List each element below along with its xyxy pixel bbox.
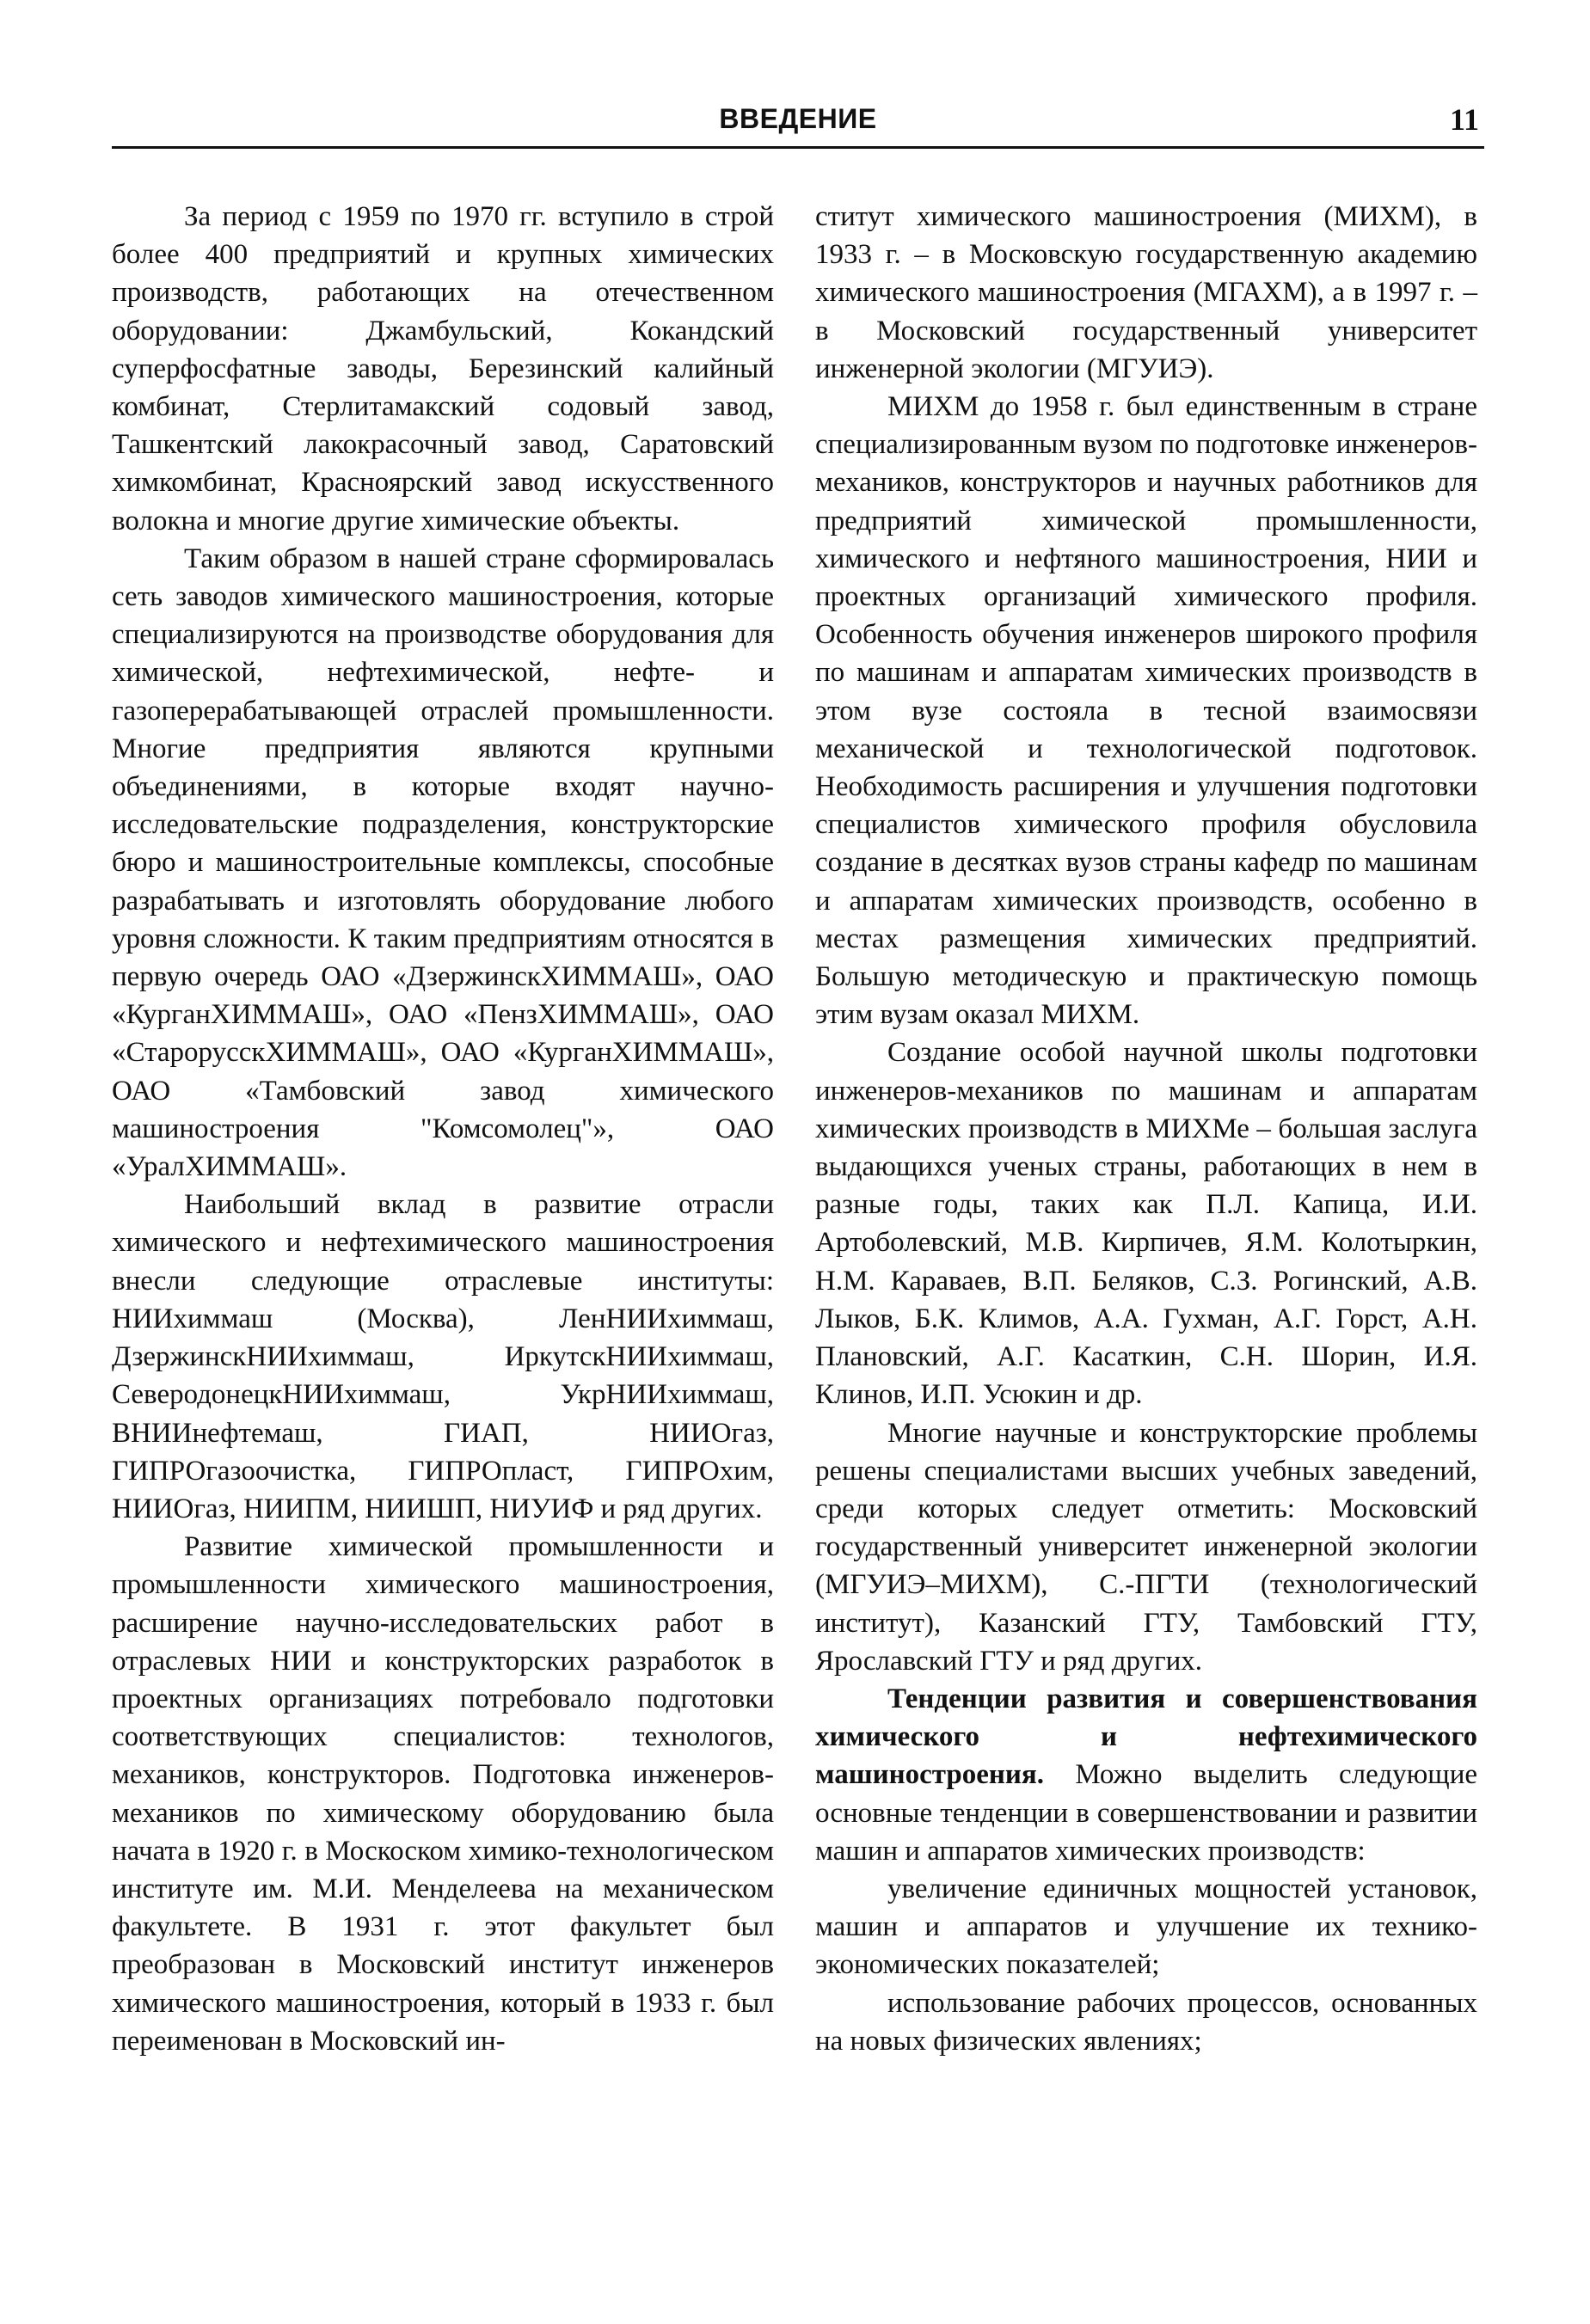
section-text: Можно выделить следующие основные тенденции в совершенствовании и развитии машин и аппаратов химических производств:	[815, 1759, 1477, 1867]
list-paragraph: увеличение единичных мощностей установок, машин и аппаратов и улучшение их технико-экономических показателей;	[815, 1873, 1477, 1981]
header-rule	[112, 146, 1484, 149]
paragraph: Развитие химической промышленности и промышленности химического машиностроения, расширение научно-исследовательских работ в отраслевых НИИ и конструкторских разработок в проектных организациях потребовало подготовки соответствующих специалистов: технологов, механиков, конструкторов. Подготовка инженеров-механиков по химическому оборудованию была начата в 1920 г. в Москоском химико-технологическом институте им. М.И. Менделеева на механическом факультете. В 1931 г. этот факультет был преобразован в Московский институт инженеров химического машиностроения, который в 1933 г. был переименован в Московский ин-	[112, 1531, 774, 2057]
section-heading: Тенденции развития и совершенствования химического и нефтехимического машиностроения.	[815, 1683, 1477, 1791]
running-head	[112, 96, 1484, 148]
paragraph: Многие научные и конструкторские проблемы решены специалистами высших учебных заведений, среди которых следует отметить: Московский государственный университет инженерной экологии (МГУИЭ–МИХМ), С.-ПГТИ (технологический институт), Казанский ГТУ, Тамбовский ГТУ, Ярославский ГТУ и ряд других.	[815, 1417, 1477, 1677]
list-paragraph: использование рабочих процессов, основанных на новых физических явлениях;	[815, 1987, 1477, 2057]
paragraph-continued: ститут химического машиностроения (МИХМ), в 1933 г. – в Московскую государственную академию химического машиностроения (МГАХМ), а в 1997 г. – в Московский государственный университет инженерной экологии (МГУИЭ).	[815, 201, 1477, 384]
paragraph: Создание особой научной школы подготовки инженеров-механиков по машинам и аппаратам химических производств в МИХМе – большая заслуга выдающихся ученых страны, работающих в нем в разные годы, таких как П.Л. Капица, И.И. Артоболевский, М.В. Кирпичев, Я.М. Колотыркин, Н.М. Караваев, В.П. Беляков, С.З. Рогинский, А.В. Лыков, Б.К. Климов, А.А. Гухман, А.Г. Горст, А.Н. Плановский, А.Г. Касаткин, С.Н. Шорин, И.Я. Клинов, И.П. Усюкин и др.	[815, 1037, 1477, 1411]
section-paragraph	[815, 1680, 1477, 1870]
paragraph: МИХМ до 1958 г. был единственным в стране специализированным вузом по подготовке инженеров-механиков, конструкторов и научных работников для предприятий химической промышленности, химического и нефтяного машиностроения, НИИ и проектных организаций химического профиля. Особенность обучения инженеров широкого профиля по машинам и аппаратам химических производств в этом вузе состояла в тесной взаимосвязи механической и технологической подготовок. Необходимость расширения и улучшения подготовки специалистов химического профиля обусловила создание в десятках вузов страны кафедр по машинам и аппаратам химических производств, особенно в местах размещения химических предприятий. Большую методическую и практическую помощь этим вузам оказал МИХМ.	[815, 391, 1477, 1031]
paragraph: Наибольший вклад в развитие отрасли химического и нефтехимического машиностроения внесли следующие отраслевые институты: НИИхиммаш (Москва), ЛенНИИхиммаш, ДзержинскНИИхиммаш, ИркутскНИИхиммаш, СеверодонецкНИИхиммаш, УкрНИИхиммаш, ВНИИнефтемаш, ГИАП, НИИОгаз, ГИПРОгазоочистка, ГИПРОпласт, ГИПРОхим, НИИОгаз, НИИПМ, НИИШП, НИУИФ и ряд других.	[112, 1189, 774, 1524]
chapter-title: ВВЕДЕНИЕ	[719, 103, 877, 134]
paragraph: За период с 1959 по 1970 гг. вступило в строй более 400 предприятий и крупных химических производств, работающих на отечественном оборудовании: Джамбульский, Кокандский суперфосфатные заводы, Березинский калийный комбинат, Стерлитамакский содовый завод, Ташкентский лакокрасочный завод, Саратовский химкомбинат, Красноярский завод искусственного волокна и многие другие химические объекты.	[112, 201, 774, 537]
page-number: 11	[1449, 102, 1479, 137]
right-column	[815, 198, 1477, 2060]
paragraph: Таким образом в нашей стране сформировалась сеть заводов химического машиностроения, которые специализируются на производстве оборудования для химической, нефтехимической, нефте- и газоперерабатывающей отраслей промышленности. Многие предприятия являются крупными объединениями, в которые входят научно-исследовательские подразделения, конструкторские бюро и машиностроительные комплексы, способные разрабатывать и изготовлять оборудование любого уровня сложности. К таким предприятиям относятся в первую очередь ОАО «ДзержинскХИММАШ», ОАО «КурганХИММАШ», ОАО «ПензХИММАШ», ОАО «СтарорусскХИММАШ», ОАО «КурганХИММАШ», ОАО «Тамбовский завод химического машиностроения "Комсомолец"», ОАО «УралХИММАШ».	[112, 543, 774, 1183]
left-column	[112, 198, 774, 2060]
